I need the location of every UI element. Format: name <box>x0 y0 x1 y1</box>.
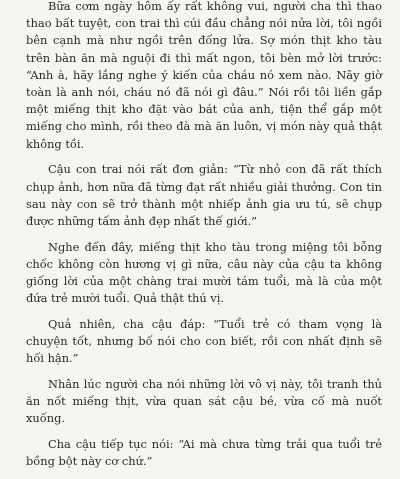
paragraph-4: Quả nhiên, cha cậu đáp: “Tuổi trẻ có tham vọng là chuyện tốt, nhưng bố nói cho con biết, rồi con nhất định sẽ hối hận.” <box>26 316 382 366</box>
paragraph-5: Nhân lúc người cha nói những lời vô vị này, tôi tranh thủ ăn nốt miếng thịt, vừa quan sát cậu bé, vừa cố mà nuốt xuống. <box>26 377 382 426</box>
paragraph-3: Nghe đến đây, miếng thịt kho tàu trong miệng tôi bỗng chốc không còn hương vị gì nữa, câu này của cậu ta không giống lời của một chàng trai mười tám tuổi, mà là của một đứa trẻ mười tuổi. Quả thật thú vị. <box>26 239 382 306</box>
page-text <box>26 0 382 479</box>
paragraph-2: Cậu con trai nói rất đơn giản: “Từ nhỏ con đã rất thích chụp ảnh, hơn nữa đã từng đạt rất nhiều giải thưởng. Con tin sau này con sẽ trở thành một nhiếp ảnh gia ưu tú, sẽ chụp được những tấm ảnh đẹp nhất thế giới.” <box>26 162 382 228</box>
paragraph-1: Bữa cơm ngày hôm ấy rất không vui, người cha thì thao thao bất tuyệt, con trai thì cúi đầu chẳng nói nửa lời, tôi ngồi bên cạnh mà như ngồi trên đống lửa. Sợ món thịt kho tàu trên bàn ăn mà nguội đi thì mất ngon, tôi bèn mở lời trước: “Anh à, hãy lắng nghe ý kiến của cháu nó xem nào. Nãy giờ toàn là anh nói, cháu nó đã nói gì đâu.” Nói rồi tôi liền gắp một miếng thịt kho đặt vào bát của anh, tiện thể gắp một miếng cho mình, rồi theo đà mà ăn luôn, vị món này quả thật không tồi. <box>26 0 382 151</box>
paragraph-6: Cha cậu tiếp tục nói: “Ai mà chưa từng trải qua tuổi trẻ bồng bột này cơ chứ.” <box>26 437 382 469</box>
